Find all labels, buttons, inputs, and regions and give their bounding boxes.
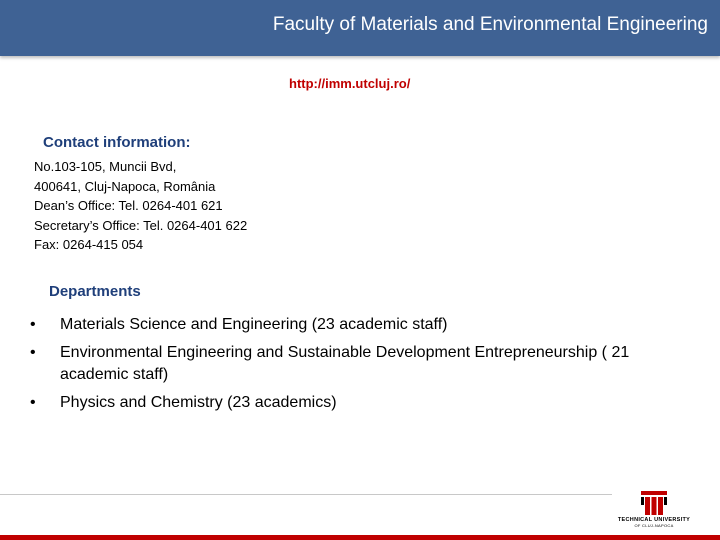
footer-divider	[0, 494, 612, 495]
department-name: Materials Science and Engineering (23 academic staff)	[60, 316, 448, 333]
fax-number: Fax: 0264-415 054	[34, 237, 144, 252]
bullet-icon: •	[30, 344, 36, 361]
contact-heading: Contact information:	[43, 134, 191, 151]
logo-text	[614, 517, 694, 529]
department-name: Environmental Engineering and Sustainable Development Entrepreneurship ( 21 academic staff)	[60, 344, 630, 383]
logo-university-name: TECHNICAL UNIVERSITY	[617, 517, 691, 523]
dean-office-phone: Dean’s Office: Tel. 0264-401 621	[34, 198, 223, 213]
bullet-icon: •	[30, 394, 36, 411]
university-logo	[614, 490, 694, 530]
departments-heading: Departments	[49, 283, 141, 300]
bullet-icon: •	[30, 316, 36, 333]
address-street: No.103-105, Muncii Bvd,	[34, 159, 177, 174]
slide-title: Faculty of Materials and Environmental Engineering	[272, 14, 708, 35]
list-item	[30, 314, 670, 336]
list-item	[30, 342, 670, 386]
secretary-office-phone: Secretary’s Office: Tel. 0264-401 622	[34, 217, 248, 233]
title-bar	[0, 0, 720, 56]
website-link[interactable]: http://imm.utcluj.ro/	[289, 76, 411, 91]
departments-list	[30, 314, 670, 420]
list-item	[30, 392, 670, 414]
department-name: Physics and Chemistry (23 academics)	[60, 394, 337, 411]
tu-emblem-icon	[640, 490, 668, 516]
address-city: 400641, Cluj-Napoca, România	[34, 178, 216, 194]
logo-university-subtitle: OF CLUJ-NAPOCA	[634, 523, 674, 528]
footer-accent-line	[0, 535, 720, 540]
contact-details	[34, 157, 247, 255]
